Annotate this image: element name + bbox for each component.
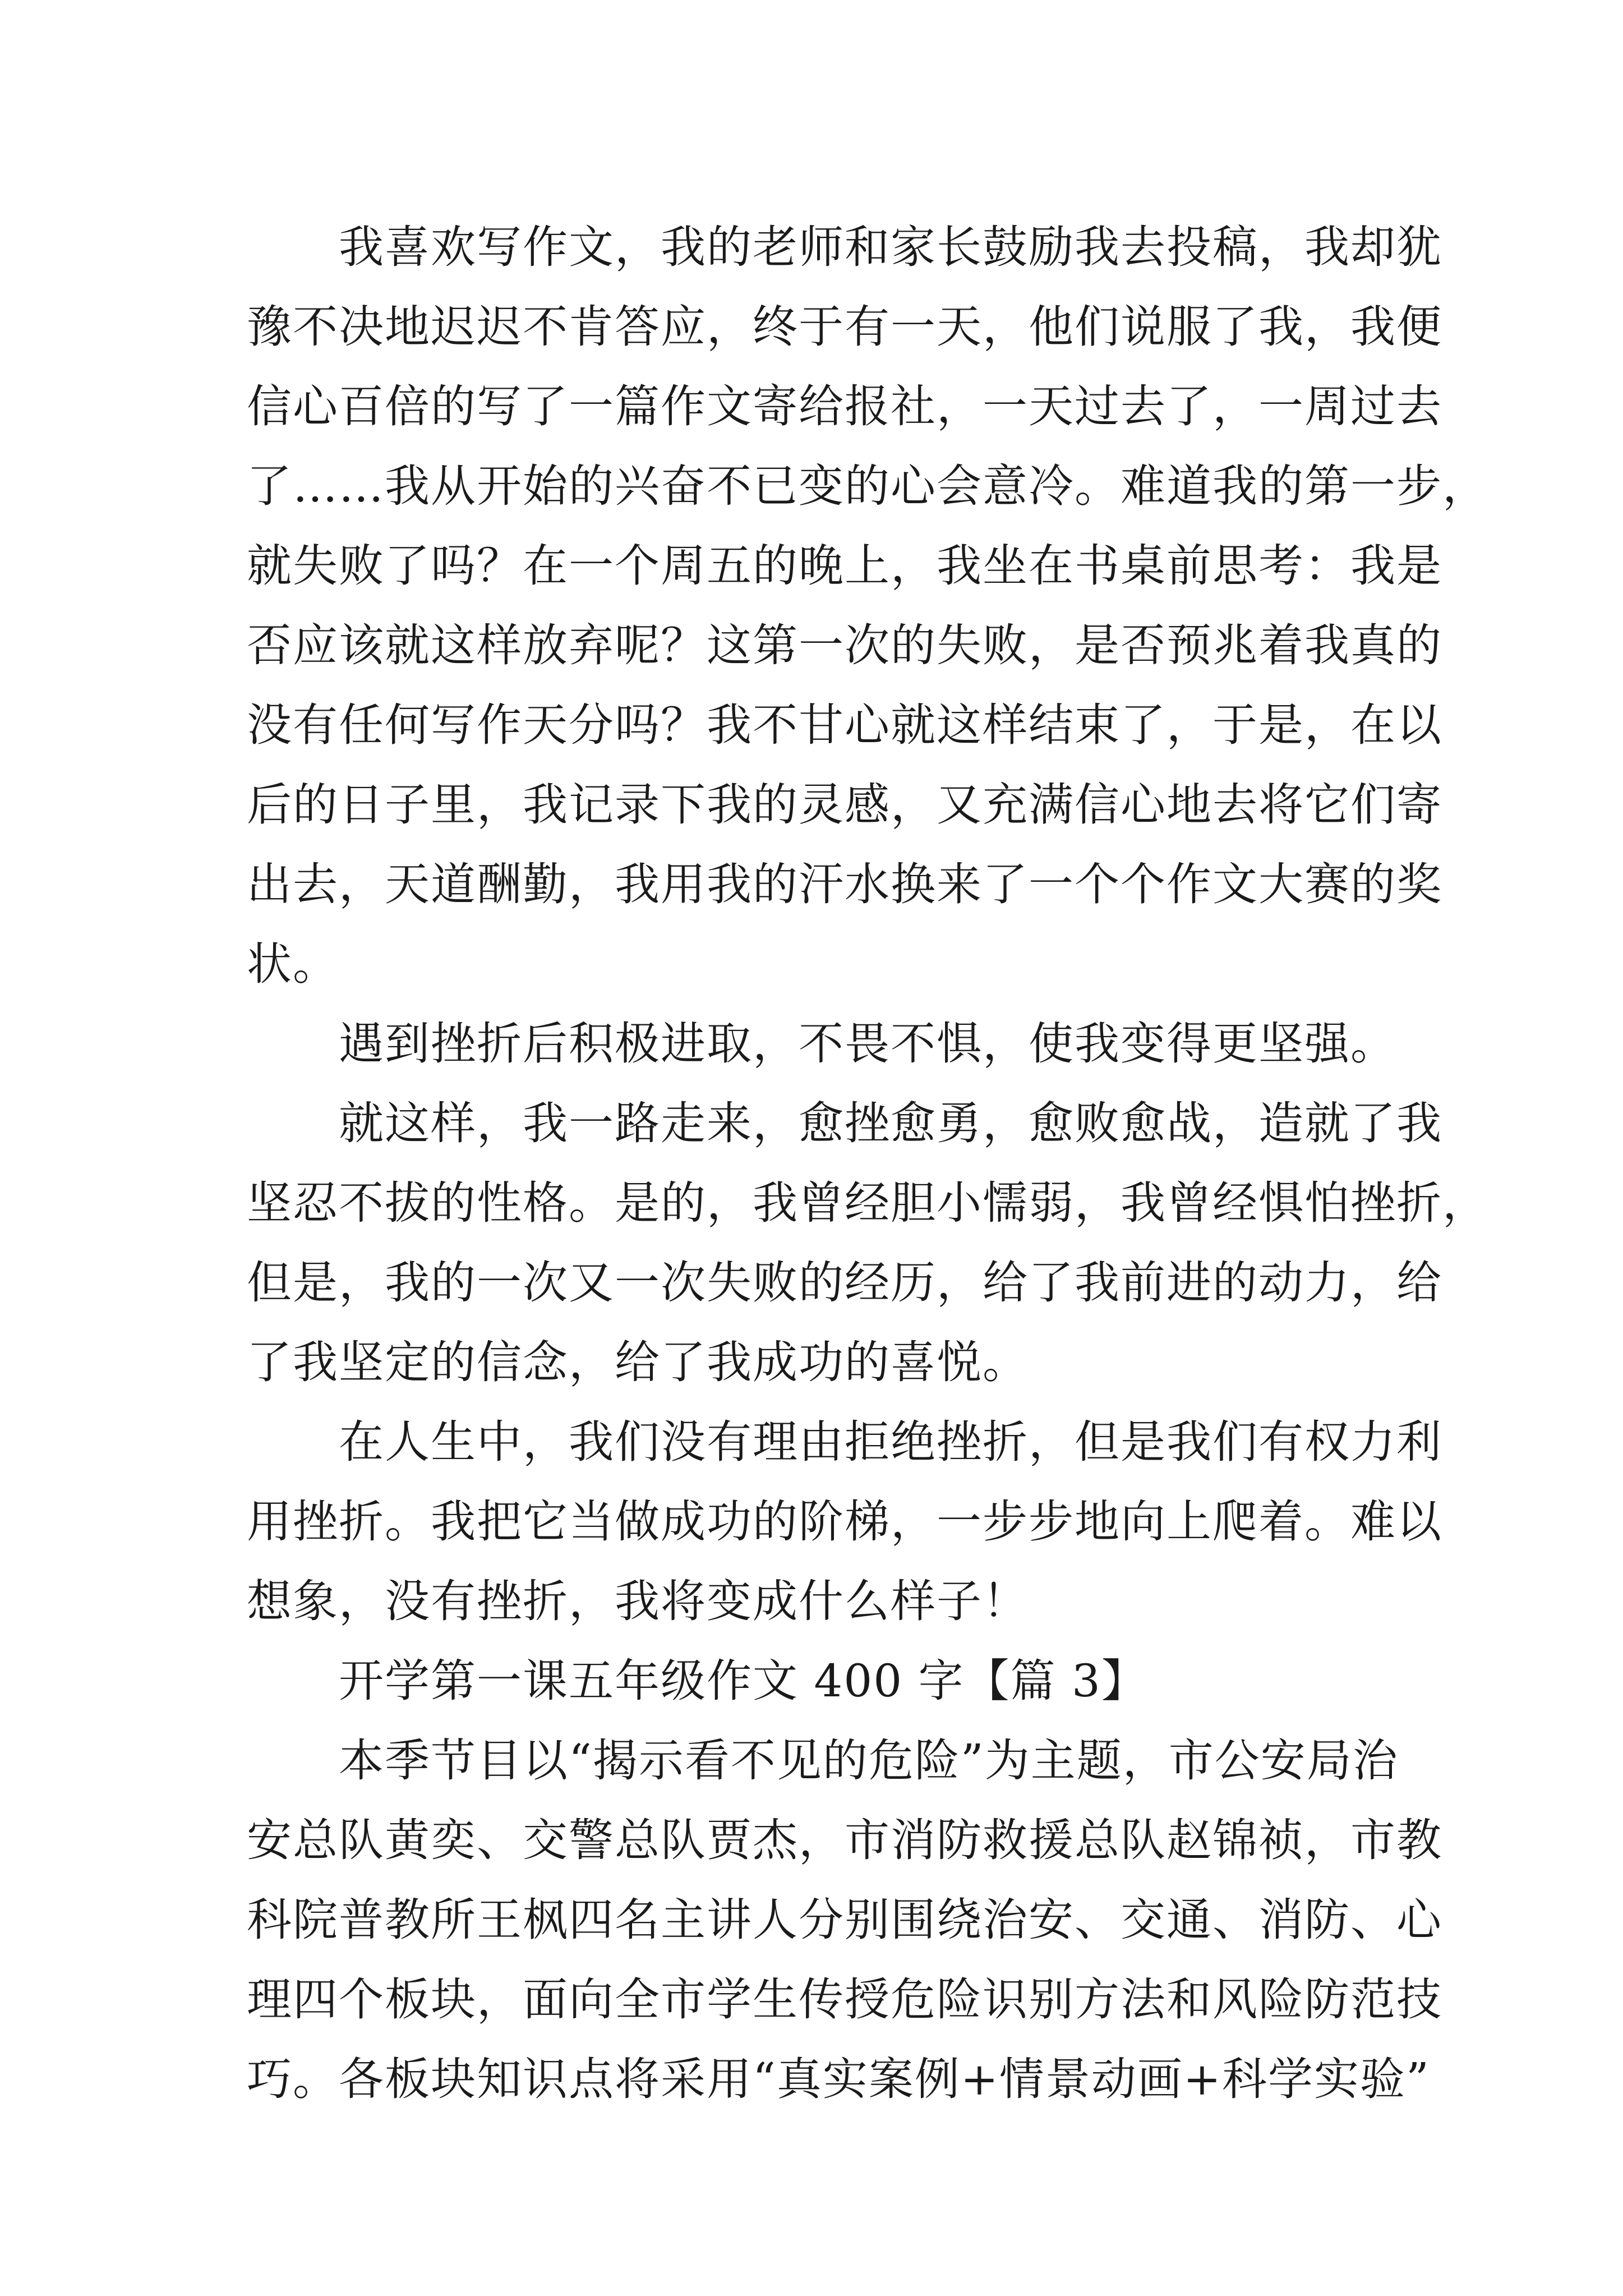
- text-line: 没有任何写作天分吗？我不甘心就这样结束了，于是，在以: [247, 699, 1442, 751]
- text-line: 但是，我的一次又一次失败的经历，给了我前进的动力，给: [247, 1257, 1442, 1309]
- text-line: 后的日子里，我记录下我的灵感，又充满信心地去将它们寄: [247, 779, 1442, 831]
- text-line: 想象，没有挫折，我将变成什么样子！: [247, 1575, 1029, 1627]
- text-line: 否应该就这样放弃呢？这第一次的失败，是否预兆着我真的: [247, 619, 1442, 671]
- text-line: 安总队黄奕、交警总队贾杰，市消防救援总队赵锦祯，市教: [247, 1814, 1442, 1866]
- text-line: 了我坚定的信念，给了我成功的喜悦。: [247, 1336, 1029, 1388]
- text-line: 本季节目以“揭示看不见的危险”为主题，市公安局治: [247, 1734, 1399, 1787]
- text-line: 就这样，我一路走来，愈挫愈勇，愈败愈战，造就了我: [247, 1097, 1442, 1149]
- text-line: 我喜欢写作文，我的老师和家长鼓励我去投稿，我却犹: [247, 221, 1442, 273]
- text-line: 就失败了吗？在一个周五的晚上，我坐在书桌前思考：我是: [247, 540, 1442, 592]
- text-line: 用挫折。我把它当做成功的阶梯，一步步地向上爬着。难以: [247, 1496, 1442, 1548]
- text-line: 了……我从开始的兴奋不已变的心会意冷。难道我的第一步，: [247, 460, 1488, 512]
- text-line: 状。: [247, 938, 339, 990]
- text-line: 巧。各板块知识点将采用“真实案例+情景动画+科学实验”: [247, 2053, 1430, 2105]
- text-line: 信心百倍的写了一篇作文寄给报社，一天过去了，一周过去: [247, 380, 1442, 432]
- section-heading: 开学第一课五年级作文 400 字【篇 3】: [247, 1655, 1147, 1707]
- text-line: 坚忍不拔的性格。是的，我曾经胆小懦弱，我曾经惧怕挫折，: [247, 1177, 1488, 1229]
- text-line: 出去，天道酬勤，我用我的汗水换来了一个个作文大赛的奖: [247, 858, 1442, 910]
- document-body: [247, 208, 1488, 2119]
- text-line: 豫不决地迟迟不肯答应，终于有一天，他们说服了我，我便: [247, 301, 1442, 353]
- text-line: 科院普教所王枫四名主讲人分别围绕治安、交通、消防、心: [247, 1894, 1442, 1946]
- text-line: 遇到挫折后积极进取，不畏不惧，使我变得更坚强。: [247, 1018, 1396, 1070]
- text-line: 理四个板块，面向全市学生传授危险识别方法和风险防范技: [247, 1973, 1442, 2026]
- text-line: 在人生中，我们没有理由拒绝挫折，但是我们有权力利: [247, 1416, 1442, 1468]
